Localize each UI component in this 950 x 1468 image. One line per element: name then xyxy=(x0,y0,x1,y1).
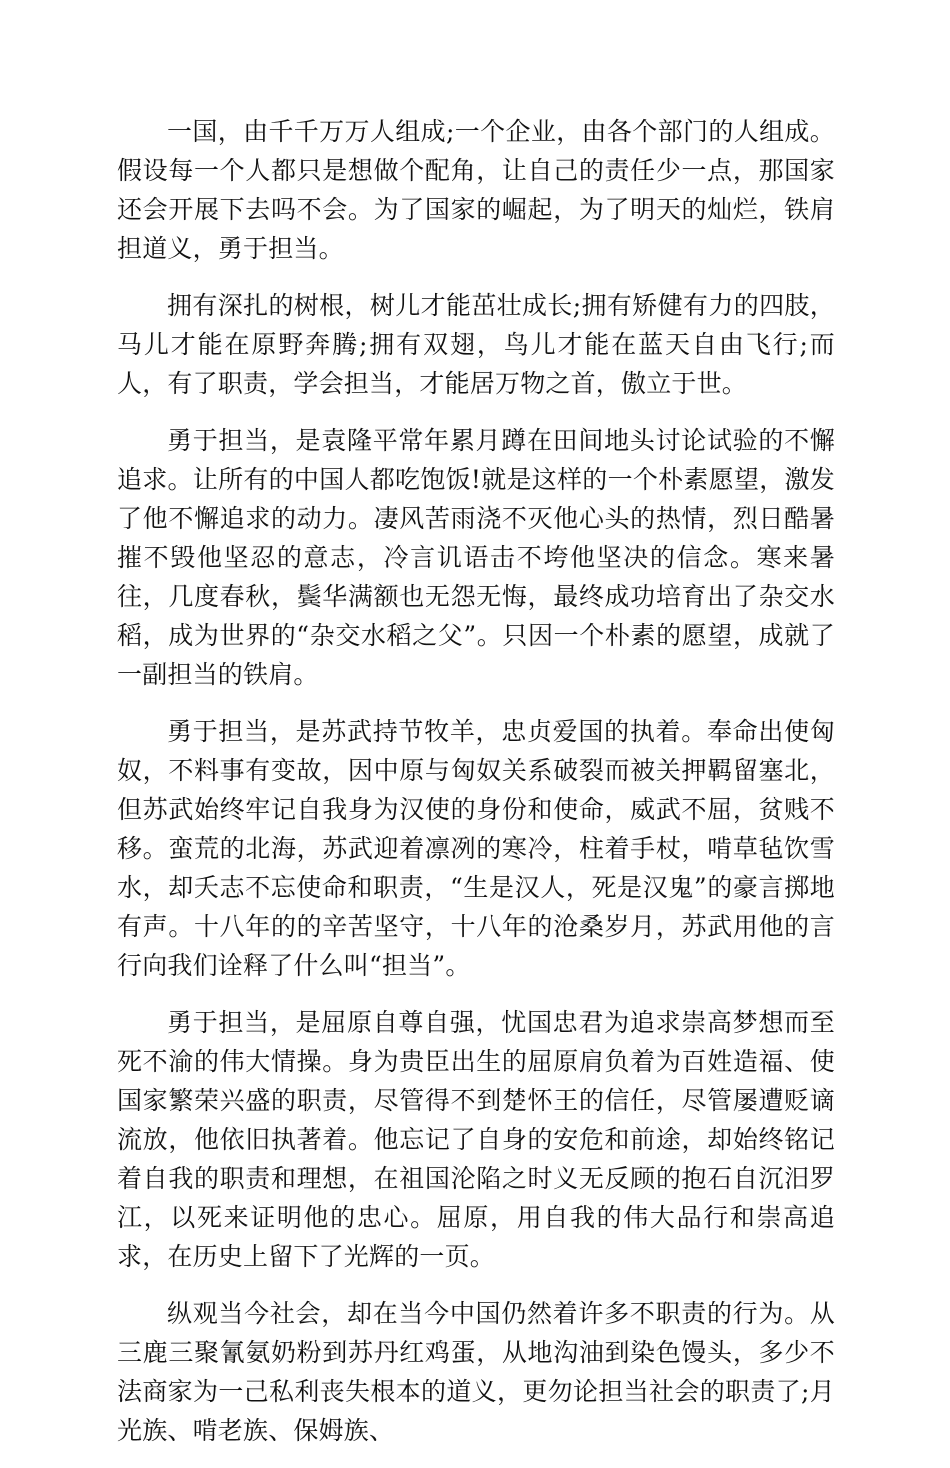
paragraph-1: 一国，由千千万万人组成;一个企业，由各个部门的人组成。假设每一个人都只是想做个配角，让自己的责任少一点，那国家还会开展下去吗不会。为了国家的崛起，为了明天的灿烂，铁肩担道义，勇于担当。 xyxy=(117,117,835,263)
paragraph-3: 勇于担当，是袁隆平常年累月蹲在田间地头讨论试验的不懈追求。让所有的中国人都吃饱饭!就是这样的一个朴素愿望，激发了他不懈追求的动力。凄风苦雨浇不灭他心头的热情，烈日酷暑摧不毁他坚忍的意志，冷言讥语击不垮他坚决的信念。寒来暑往，几度春秋，鬓华满额也无怨无悔，最终成功培育出了杂交水稻，成为世界的“杂交水稻之父”。只因一个朴素的愿望，成就了一副担当的铁肩。 xyxy=(117,426,835,689)
paragraph-2: 拥有深扎的树根，树儿才能茁壮成长;拥有矫健有力的四肢，马儿才能在原野奔腾;拥有双翅，鸟儿才能在蓝天自由飞行;而人，有了职责，学会担当，才能居万物之首，傲立于世。 xyxy=(117,291,835,398)
paragraph-4: 勇于担当，是苏武持节牧羊，忠贞爱国的执着。奉命出使匈奴，不料事有变故，因中原与匈奴关系破裂而被关押羁留塞北，但苏武始终牢记自我身为汉使的身份和使命，威武不屈，贫贱不移。蛮荒的北海，苏武迎着凛冽的寒冷，柱着手杖，啃草毡饮雪水，却夭志不忘使命和职责，“生是汉人，死是汉鬼”的豪言掷地有声。十八年的的辛苦坚守，十八年的沧桑岁月，苏武用他的言行向我们诠释了什么叫“担当”。 xyxy=(117,717,835,980)
paragraph-6: 纵观当今社会，却在当今中国仍然着许多不职责的行为。从三鹿三聚氰氨奶粉到苏丹红鸡蛋，从地沟油到染色馒头，多少不法商家为一己私利丧失根本的道义，更勿论担当社会的职责了;月光族、啃老族、保姆族、 xyxy=(117,1299,835,1445)
paragraph-5: 勇于担当，是屈原自尊自强，忧国忠君为追求崇高梦想而至死不渝的伟大情操。身为贵臣出生的屈原肩负着为百姓造福、使国家繁荣兴盛的职责，尽管得不到楚怀王的信任，尽管屡遭贬谪流放，他依旧执著着。他忘记了自身的安危和前途，却始终铭记着自我的职责和理想，在祖国沦陷之时义无反顾的抱石自沉汨罗江，以死来证明他的忠心。屈原，用自我的伟大品行和崇高追求，在历史上留下了光辉的一页。 xyxy=(117,1008,835,1271)
document-body xyxy=(117,112,835,1468)
